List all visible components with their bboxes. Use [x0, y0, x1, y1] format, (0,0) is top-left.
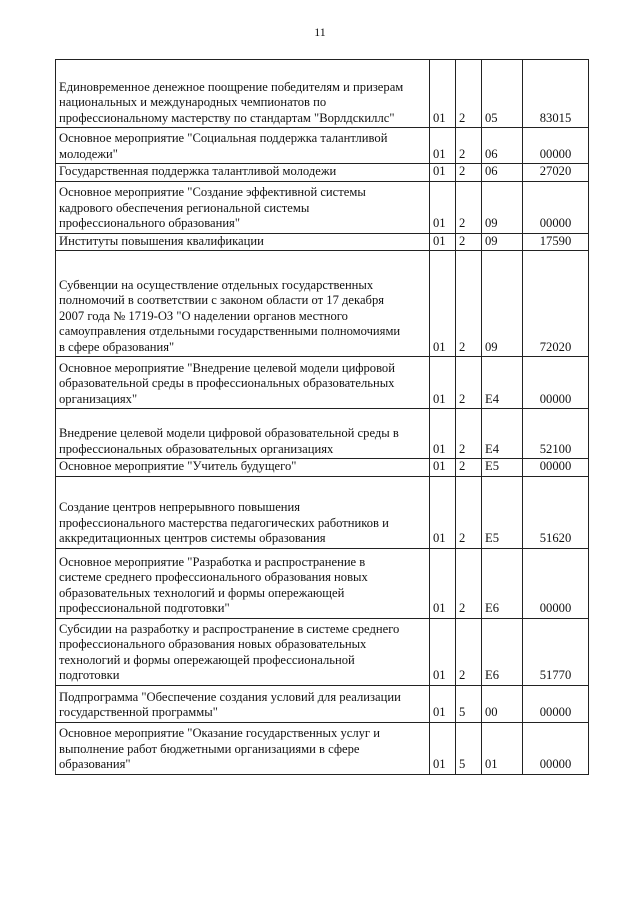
row-name: Институты повышения квалификации: [56, 233, 430, 251]
row-code-3: Е4: [482, 357, 523, 409]
row-code-2: 2: [456, 548, 482, 618]
row-name: Основное мероприятие "Оказание государственных услуг и выполнение работ бюджетными организациями в сфере образования": [56, 722, 430, 774]
table-row: [56, 618, 589, 685]
row-code-4: 17590: [523, 233, 589, 251]
row-name: Субвенции на осуществление отдельных государственных полномочий в соответствии с законом области от 17 декабря 2007 года № 1719-ОЗ "О наделении органов местного самоуправления отдельными государственными полномочиями в сфере образования": [56, 251, 430, 357]
row-name: Единовременное денежное поощрение победителям и призерам национальных и международных чемпионатов по профессиональному мастерству по стандартам "Ворлдскиллс": [56, 60, 430, 128]
row-code-1: 01: [430, 164, 456, 182]
row-code-3: 09: [482, 233, 523, 251]
row-name: Основное мероприятие "Создание эффективной системы кадрового обеспечения региональной системы профессионального образования": [56, 181, 430, 233]
table-row: [56, 233, 589, 251]
row-code-3: Е5: [482, 476, 523, 548]
row-code-1: 01: [430, 357, 456, 409]
row-code-3: Е6: [482, 548, 523, 618]
table-row: [56, 476, 589, 548]
row-code-2: 2: [456, 128, 482, 164]
row-code-4: 52100: [523, 409, 589, 459]
table-row: [56, 251, 589, 357]
row-code-2: 2: [456, 357, 482, 409]
row-code-4: 27020: [523, 164, 589, 182]
row-code-2: 2: [456, 181, 482, 233]
row-code-3: 09: [482, 181, 523, 233]
row-name: Подпрограмма "Обеспечение создания условий для реализации государственной программы": [56, 685, 430, 722]
row-name: Создание центров непрерывного повышения профессионального мастерства педагогических работников и аккредитационных центров системы образования: [56, 476, 430, 548]
row-code-2: 5: [456, 722, 482, 774]
row-code-2: 2: [456, 459, 482, 477]
row-name: Внедрение целевой модели цифровой образовательной среды в профессиональных образовательных организациях: [56, 409, 430, 459]
table-row: [56, 722, 589, 774]
row-code-1: 01: [430, 233, 456, 251]
row-code-1: 01: [430, 459, 456, 477]
row-name: Основное мероприятие "Социальная поддержка талантливой молодежи": [56, 128, 430, 164]
row-code-1: 01: [430, 409, 456, 459]
row-code-2: 2: [456, 60, 482, 128]
row-code-1: 01: [430, 476, 456, 548]
row-code-3: Е4: [482, 409, 523, 459]
table-row: [56, 459, 589, 477]
row-code-3: 06: [482, 128, 523, 164]
row-code-4: 00000: [523, 357, 589, 409]
row-code-1: 01: [430, 181, 456, 233]
row-code-2: 2: [456, 476, 482, 548]
row-code-1: 01: [430, 722, 456, 774]
row-code-1: 01: [430, 60, 456, 128]
row-code-3: 06: [482, 164, 523, 182]
row-code-4: 00000: [523, 548, 589, 618]
row-code-1: 01: [430, 618, 456, 685]
row-name: Субсидии на разработку и распространение в системе среднего профессионального образования новых образовательных технологий и формы опережающей профессиональной подготовки: [56, 618, 430, 685]
row-code-4: 51770: [523, 618, 589, 685]
table-row: [56, 357, 589, 409]
table-row: [56, 548, 589, 618]
row-code-2: 2: [456, 618, 482, 685]
row-code-3: 05: [482, 60, 523, 128]
row-code-4: 00000: [523, 685, 589, 722]
table-row: [56, 685, 589, 722]
row-code-4: 00000: [523, 128, 589, 164]
row-code-2: 5: [456, 685, 482, 722]
table-row: [56, 128, 589, 164]
row-name: Государственная поддержка талантливой молодежи: [56, 164, 430, 182]
row-code-2: 2: [456, 164, 482, 182]
budget-table: [55, 59, 589, 775]
row-code-2: 2: [456, 233, 482, 251]
row-code-4: 83015: [523, 60, 589, 128]
row-code-4: 00000: [523, 181, 589, 233]
row-code-3: 01: [482, 722, 523, 774]
row-code-1: 01: [430, 251, 456, 357]
table-row: [56, 409, 589, 459]
row-code-1: 01: [430, 128, 456, 164]
row-code-4: 00000: [523, 459, 589, 477]
table-row: [56, 164, 589, 182]
row-code-4: 51620: [523, 476, 589, 548]
row-code-1: 01: [430, 548, 456, 618]
row-name: Основное мероприятие "Внедрение целевой модели цифровой образовательной среды в профессиональных образовательных организациях": [56, 357, 430, 409]
row-code-3: Е6: [482, 618, 523, 685]
row-code-3: 00: [482, 685, 523, 722]
page-number: 11: [314, 25, 326, 39]
row-code-3: 09: [482, 251, 523, 357]
row-code-1: 01: [430, 685, 456, 722]
row-code-4: 00000: [523, 722, 589, 774]
row-name: Основное мероприятие "Разработка и распространение в системе среднего профессионального образования новых образовательных технологий и формы опережающей профессиональной подготовки": [56, 548, 430, 618]
row-name: Основное мероприятие "Учитель будущего": [56, 459, 430, 477]
table-row: [56, 60, 589, 128]
row-code-3: Е5: [482, 459, 523, 477]
table-row: [56, 181, 589, 233]
row-code-4: 72020: [523, 251, 589, 357]
row-code-2: 2: [456, 409, 482, 459]
row-code-2: 2: [456, 251, 482, 357]
